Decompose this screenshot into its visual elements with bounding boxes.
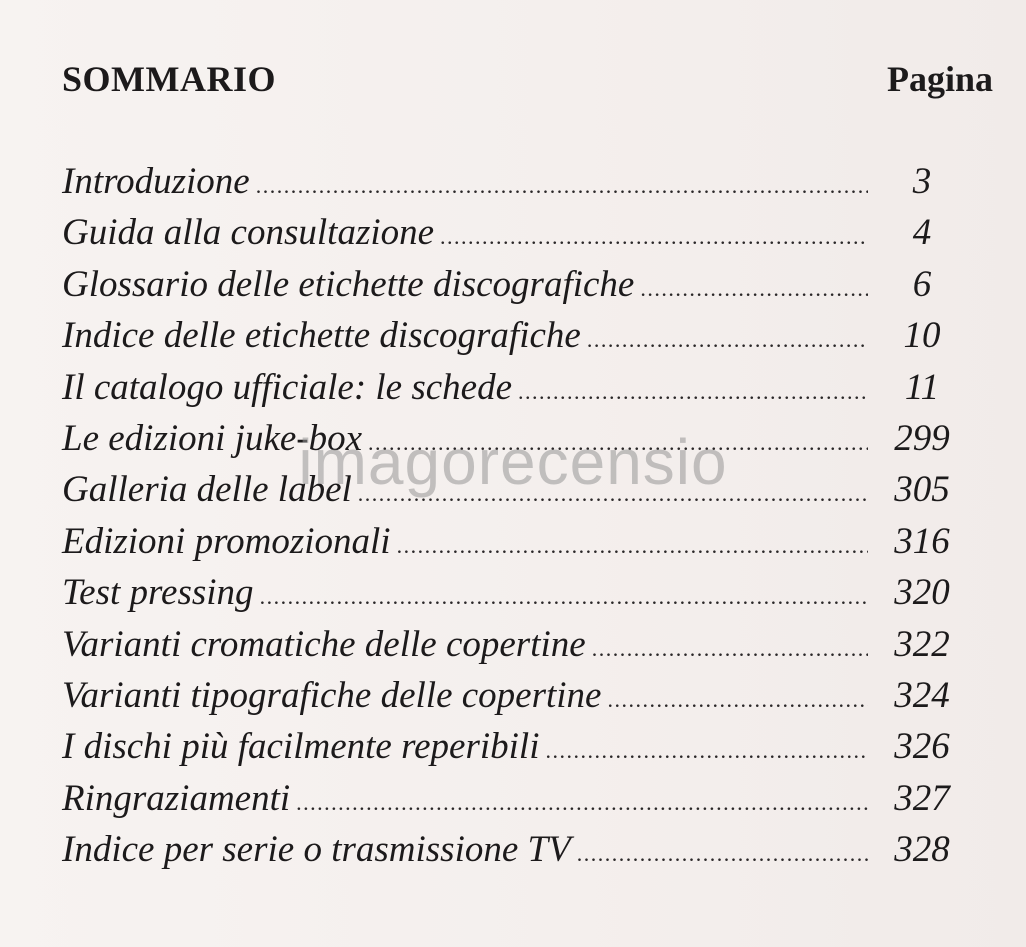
- toc-entry-title: Indice per serie o trasmissione TV: [62, 829, 571, 871]
- toc-entry-title: Varianti tipografiche delle copertine: [62, 674, 602, 716]
- toc-entry: [62, 314, 972, 365]
- dot-leader: [640, 276, 868, 302]
- toc-entry-title: Indice delle etichette discografiche: [62, 315, 581, 357]
- dot-leader: [296, 790, 868, 816]
- toc-entry: [62, 417, 972, 468]
- toc-entry: [62, 725, 972, 776]
- toc-entry-page: 326: [894, 726, 950, 768]
- toc-entry-page: 328: [894, 829, 950, 871]
- watermark: imagorecensio: [298, 426, 728, 498]
- toc-entry-page: 11: [904, 366, 940, 408]
- toc-entry-page: 316: [894, 520, 950, 562]
- toc-entry-title: Galleria delle label: [62, 469, 352, 511]
- toc-entry-title: Ringraziamenti: [62, 777, 291, 819]
- toc-entry: [62, 828, 972, 879]
- dot-leader: [440, 224, 868, 250]
- dot-leader: [607, 687, 868, 713]
- page-column-heading: Pagina: [886, 59, 993, 99]
- toc-entry-title: Varianti cromatiche delle copertine: [62, 623, 586, 665]
- toc-entry-title: Il catalogo ufficiale: le schede: [62, 366, 513, 408]
- toc-entry-title: Test pressing: [62, 572, 254, 614]
- dot-leader: [260, 584, 868, 610]
- toc-entry-title: Glossario delle etichette discografiche: [62, 263, 635, 305]
- toc-entry-page: 4: [912, 212, 932, 254]
- dot-leader: [358, 481, 868, 507]
- toc-entry: [62, 366, 972, 417]
- dot-leader: [518, 379, 868, 405]
- toc-entry-page: 324: [894, 674, 950, 716]
- toc-entry-page: 10: [903, 315, 941, 357]
- toc-entry: [62, 520, 972, 571]
- dot-leader: [256, 173, 868, 199]
- toc-entry-page: 320: [894, 572, 950, 614]
- dot-leader: [587, 327, 868, 353]
- toc-entry: [62, 263, 972, 314]
- toc-entry: [62, 468, 972, 519]
- toc-entry-title: I dischi più facilmente reperibili: [62, 726, 540, 768]
- toc-entry-title: Introduzione: [62, 161, 250, 202]
- dot-leader: [368, 430, 868, 456]
- toc-entry-page: 3: [912, 161, 932, 202]
- contents-heading: SOMMARIO: [62, 59, 276, 99]
- toc-entry: [62, 571, 972, 622]
- toc-entry-page: 322: [894, 623, 950, 665]
- table-of-contents: [62, 160, 972, 879]
- toc-entry-page: 305: [894, 469, 950, 511]
- dot-leader: [592, 636, 868, 662]
- toc-entry-page: 327: [894, 777, 950, 819]
- toc-entry: [62, 674, 972, 725]
- toc-entry: [62, 160, 972, 211]
- toc-entry-page: 6: [912, 263, 932, 305]
- toc-entry-title: Guida alla consultazione: [62, 212, 435, 254]
- dot-leader: [397, 533, 868, 559]
- dot-leader: [577, 841, 868, 867]
- toc-entry-title: Le edizioni juke-box: [62, 417, 363, 459]
- dot-leader: [545, 738, 868, 764]
- toc-entry: [62, 623, 972, 674]
- toc-entry: [62, 777, 972, 828]
- toc-entry: [62, 211, 972, 262]
- toc-entry-title: Edizioni promozionali: [62, 520, 391, 562]
- toc-entry-page: 299: [894, 417, 950, 459]
